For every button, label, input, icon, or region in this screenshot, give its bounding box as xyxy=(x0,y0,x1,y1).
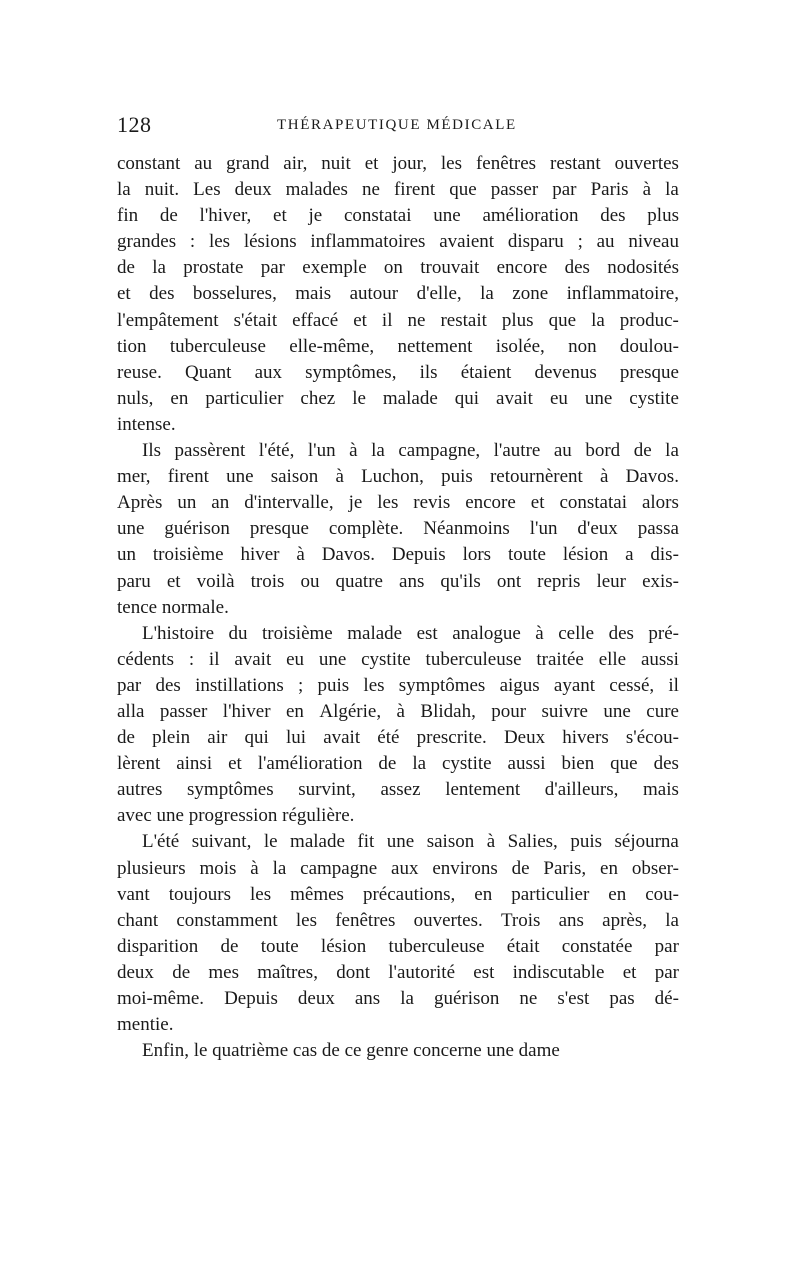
page-header xyxy=(117,112,679,140)
text-line: une guérison presque complète. Néanmoins l'un d'eux passa xyxy=(117,518,679,540)
text-line: tence normale. xyxy=(117,596,229,618)
text-line: chant constamment les fenêtres ouvertes. Trois ans après, la xyxy=(117,909,679,931)
text-line: vant toujours les mêmes précautions, en particulier en cou- xyxy=(117,883,679,905)
text-line: intense. xyxy=(117,413,176,435)
text-line: Après un an d'intervalle, je les revis encore et constatai alors xyxy=(117,492,679,514)
text-line: grandes : les lésions inflammatoires avaient disparu ; au niveau xyxy=(117,231,679,253)
text-line: deux de mes maîtres, dont l'autorité est indiscutable et par xyxy=(117,961,679,983)
text-line: constant au grand air, nuit et jour, les fenêtres restant ouvertes xyxy=(117,153,679,174)
text-line: et des bosselures, mais autour d'elle, la zone inflammatoire, xyxy=(117,283,679,305)
text-line: autres symptômes survint, assez lentement d'ailleurs, mais xyxy=(117,779,679,801)
text-line: nuls, en particulier chez le malade qui avait eu une cystite xyxy=(117,387,679,409)
text-line: alla passer l'hiver en Algérie, à Blidah, pour suivre une cure xyxy=(117,700,679,722)
text-line: moi-même. Depuis deux ans la guérison ne s'est pas dé- xyxy=(117,988,679,1009)
text-line: avec une progression régulière. xyxy=(117,805,355,827)
body-text xyxy=(117,151,679,1064)
text-line: disparition de toute lésion tuberculeuse était constatée par xyxy=(117,935,679,957)
text-line: de la prostate par exemple on trouvait encore des nodosités xyxy=(117,257,679,279)
text-line: l'empâtement s'était effacé et il ne restait plus que la produc- xyxy=(117,309,679,331)
text-line: L'été suivant, le malade fit une saison à Salies, puis séjourna xyxy=(142,831,679,853)
text-line: L'histoire du troisième malade est analogue à celle des pré- xyxy=(142,622,679,644)
text-line: de plein air qui lui avait été prescrite. Deux hivers s'écou- xyxy=(117,727,679,749)
page-number: 128 xyxy=(117,112,152,137)
text-line: mentie. xyxy=(117,1014,174,1036)
text-line: reuse. Quant aux symptômes, ils étaient devenus presque xyxy=(117,361,679,383)
text-line: paru et voilà trois ou quatre ans qu'ils ont repris leur exis- xyxy=(117,570,679,592)
text-line: lèrent ainsi et l'amélioration de la cystite aussi bien que des xyxy=(117,753,679,775)
running-title: THÉRAPEUTIQUE MÉDICALE xyxy=(277,117,517,133)
text-line: la nuit. Les deux malades ne firent que passer par Paris à la xyxy=(117,179,679,201)
text-line: cédents : il avait eu une cystite tuberculeuse traitée elle aussi xyxy=(117,648,679,670)
text-line: plusieurs mois à la campagne aux environs de Paris, en obser- xyxy=(117,857,679,879)
text-line: fin de l'hiver, et je constatai une amélioration des plus xyxy=(117,205,679,227)
text-line: mer, firent une saison à Luchon, puis retournèrent à Davos. xyxy=(117,466,679,488)
text-line: tion tuberculeuse elle-même, nettement isolée, non doulou- xyxy=(117,335,679,357)
text-line: par des instillations ; puis les symptômes aigus ayant cessé, il xyxy=(117,674,679,696)
text-line: Ils passèrent l'été, l'un à la campagne, l'autre au bord de la xyxy=(142,440,679,462)
text-line: un troisième hiver à Davos. Depuis lors toute lésion a dis- xyxy=(117,544,679,566)
text-line: Enfin, le quatrième cas de ce genre concerne une dame xyxy=(142,1040,560,1062)
